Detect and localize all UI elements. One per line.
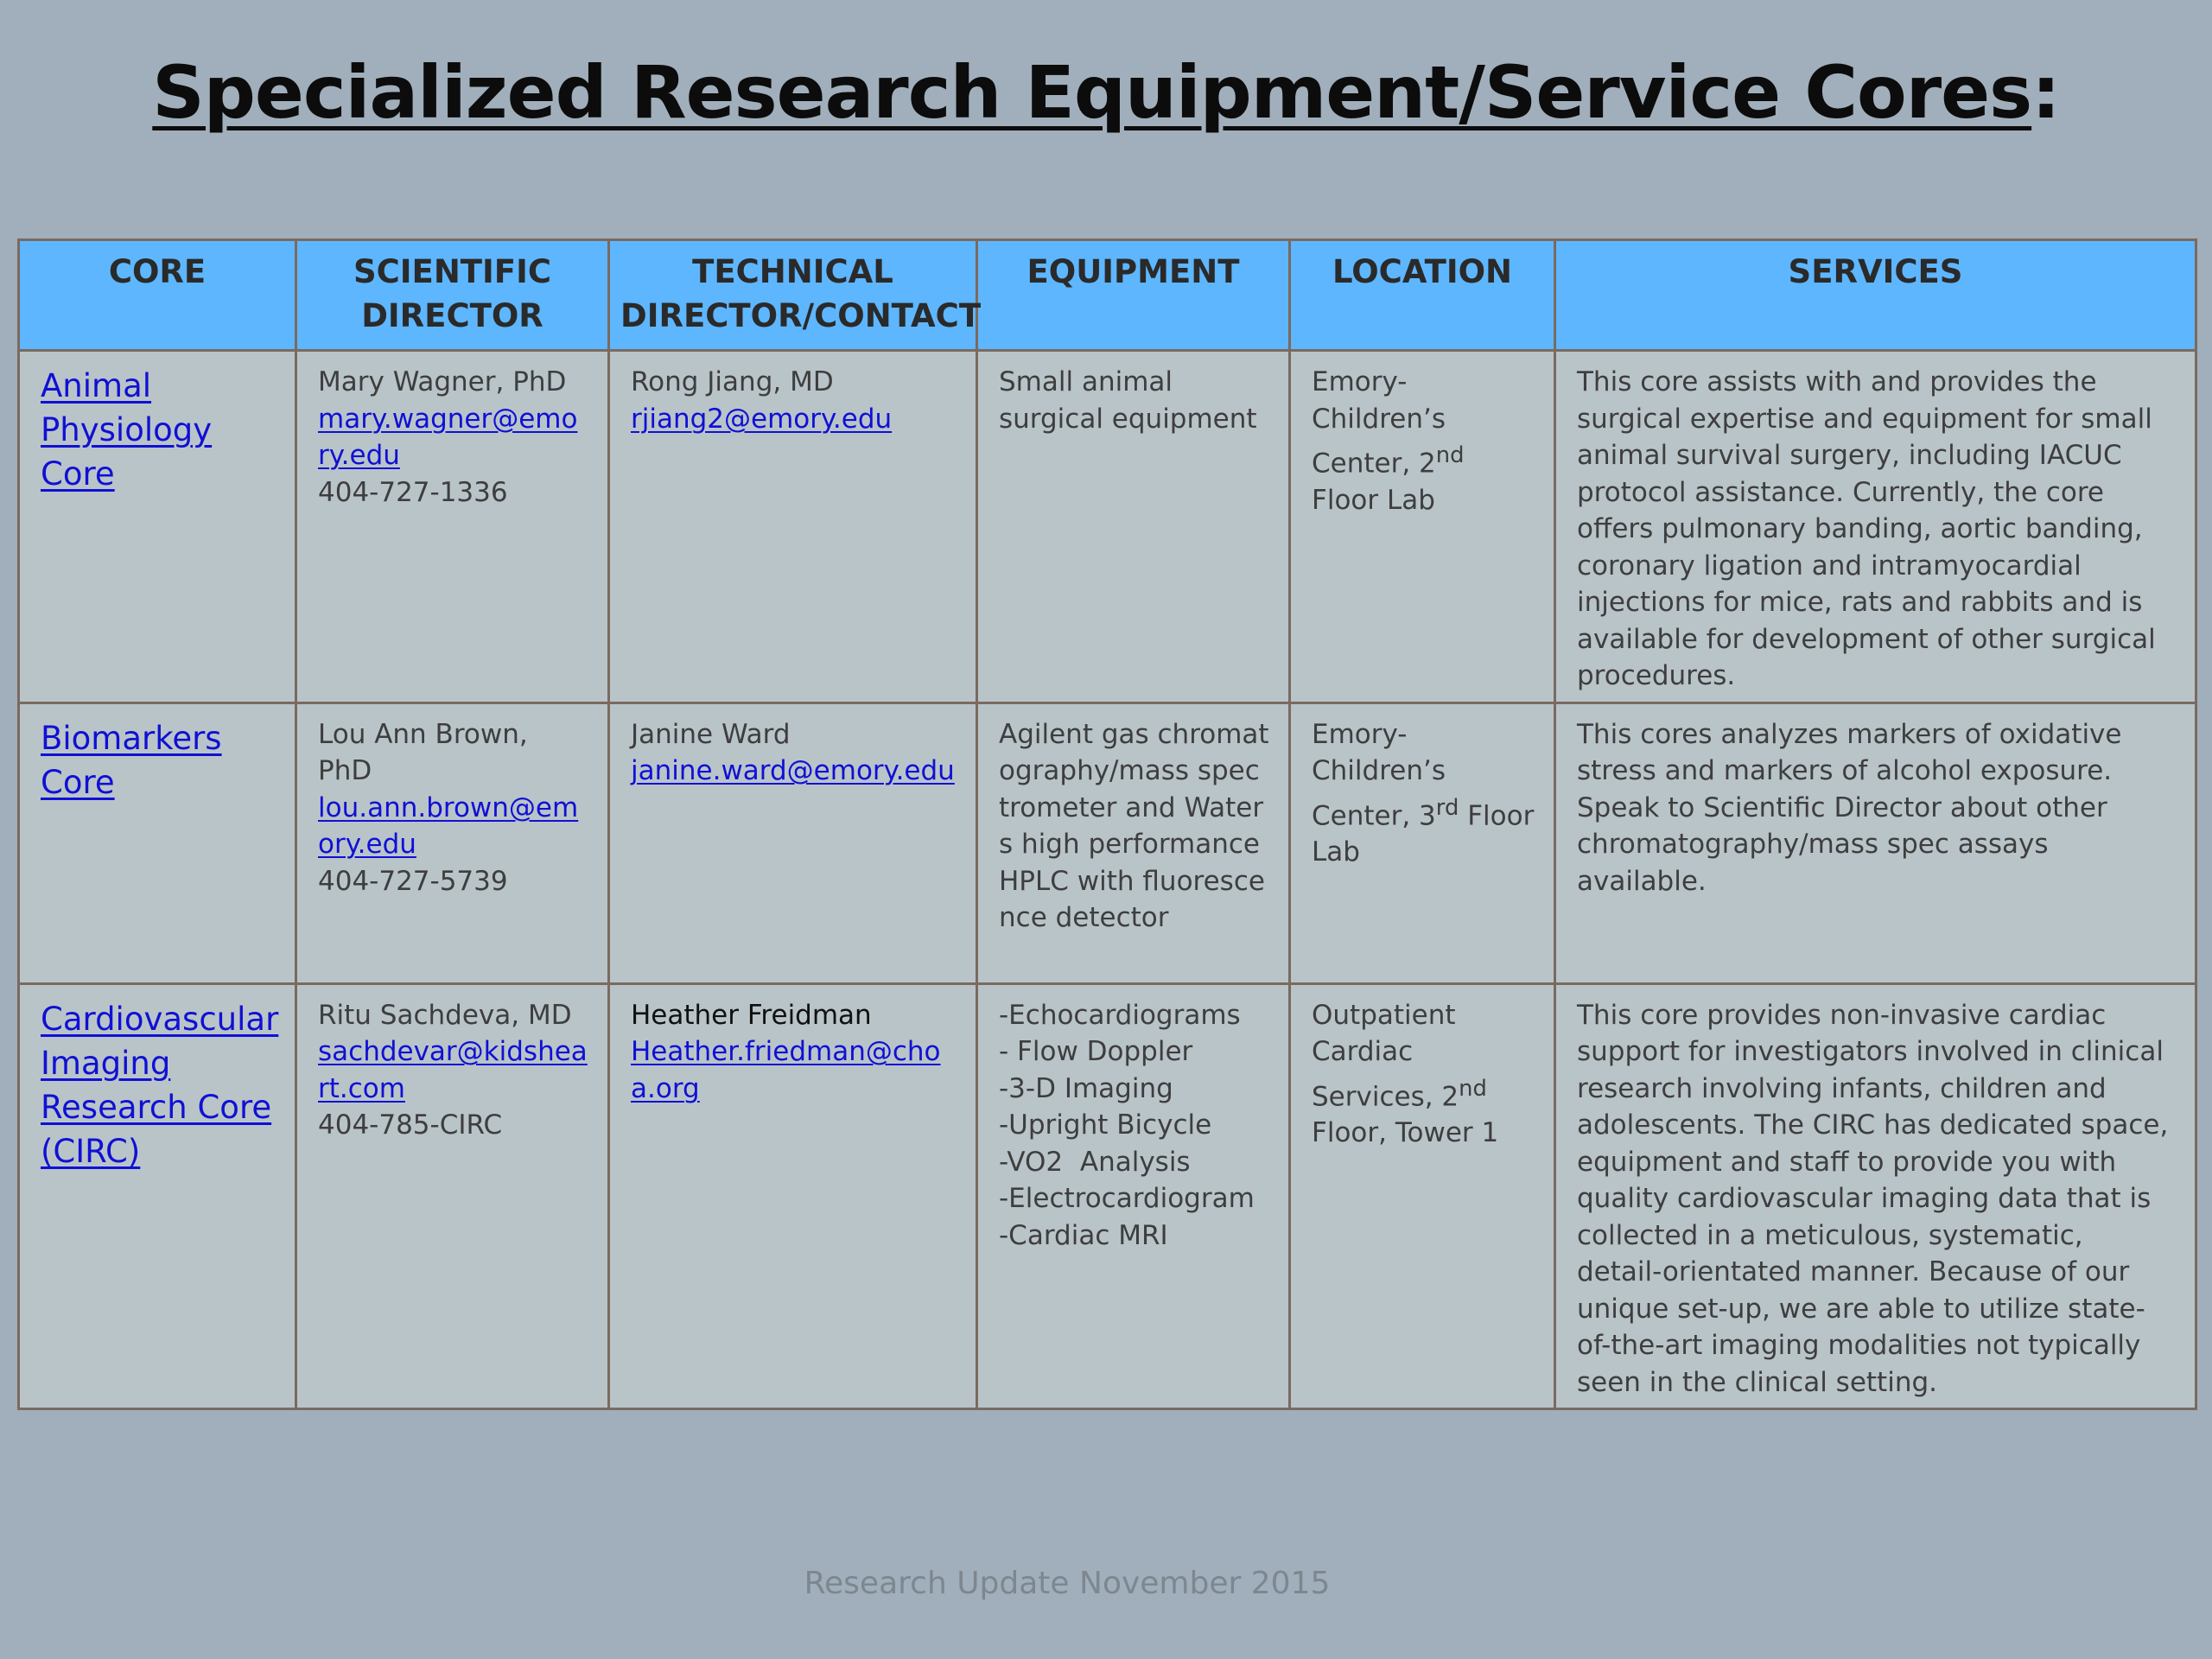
scientific-director-cell [296, 351, 609, 703]
scientific-director-phone: 404-727-1336 [318, 476, 508, 508]
location-text-end: Floor, Tower 1 [1312, 1117, 1499, 1149]
scientific-director-name: Ritu Sachdeva, MD [318, 999, 572, 1031]
table-row [19, 702, 2196, 983]
location-superscript: nd [1435, 442, 1465, 468]
equipment-item: Small animal surgical equipment [999, 366, 1257, 435]
cores-table [17, 238, 2197, 1410]
core-cell [19, 983, 296, 1409]
header-scientific-director: SCIENTIFIC DIRECTOR [296, 240, 609, 351]
equipment-item: -Echocardiograms [999, 999, 1241, 1031]
services-cell: This core assists with and provides the surgical expertise and equipment for small animal survival surgery, including IACUC protocol assistance. Currently, the core offers pulmonary banding, aortic banding, coronary ligation and intramyocardial injections for mice, rats and rabbits and is available for development of other surgical procedures. [1555, 351, 2196, 703]
page-title [0, 50, 2212, 135]
table-row [19, 351, 2196, 703]
footer-text: Research Update November 2015 [804, 1566, 1331, 1601]
technical-director-email-link[interactable]: janine.ward@emory.edu [631, 755, 955, 786]
core-link-animal-physiology[interactable]: Animal Physiology Core [41, 367, 213, 493]
scientific-director-phone: 404-727-5739 [318, 865, 508, 897]
technical-director-cell [609, 351, 977, 703]
equipment-item: -Cardiac MRI [999, 1219, 1168, 1251]
technical-director-cell [609, 983, 977, 1409]
scientific-director-email-link[interactable]: lou.ann.brown@emory.edu [318, 791, 579, 860]
services-cell: This core provides non-invasive cardiac support for investigators involved in clinical research involving infants, children and adolescents. The CIRC has dedicated space, equipment and staff to provide you with quality cardiovascular imaging data that is collected in a meticulous, systematic, detail-orientated manner. Because of our unique set-up, we are able to utilize state-of-the-art imaging modalities not typically seen in the clinical setting. [1555, 983, 2196, 1409]
core-link-cardiovascular-imaging[interactable]: Cardiovascular Imaging Research Core (CIRC) [41, 1000, 279, 1170]
header-location: LOCATION [1290, 240, 1555, 351]
equipment-item: -VO2 Analysis [999, 1146, 1191, 1178]
technical-director-email-link[interactable]: Heather.friedman@choa.org [631, 1036, 941, 1104]
equipment-item: -Upright Bicycle [999, 1109, 1212, 1141]
equipment-item: - Flow Doppler [999, 1036, 1193, 1067]
location-text: Emory-Children’s Center, 2 [1312, 366, 1446, 480]
core-cell [19, 702, 296, 983]
scientific-director-email-link[interactable]: sachdevar@kidsheart.com [318, 1036, 588, 1104]
location-cell [1290, 983, 1555, 1409]
technical-director-email-link[interactable]: rjiang2@emory.edu [631, 403, 893, 435]
equipment-cell [977, 983, 1290, 1409]
equipment-cell [977, 702, 1290, 983]
location-text-end: Floor Lab [1312, 484, 1435, 516]
technical-director-name: Janine Ward [631, 718, 791, 750]
equipment-cell [977, 351, 1290, 703]
core-cell [19, 351, 296, 703]
header-core: CORE [19, 240, 296, 351]
services-cell: This cores analyzes markers of oxidative stress and markers of alcohol exposure. Speak to Scientific Director about other chromatography/mass spec assays available. [1555, 702, 2196, 983]
location-cell [1290, 351, 1555, 703]
scientific-director-cell [296, 983, 609, 1409]
core-link-biomarkers[interactable]: Biomarkers Core [41, 719, 222, 801]
equipment-item: -Electrocardiogram [999, 1183, 1255, 1214]
location-text: Emory-Children’s Center, 3 [1312, 718, 1446, 831]
header-technical-director: TECHNICAL DIRECTOR/CONTACT [609, 240, 977, 351]
location-superscript: nd [1459, 1075, 1487, 1102]
technical-director-name: Rong Jiang, MD [631, 366, 834, 397]
scientific-director-phone: 404-785-CIRC [318, 1109, 503, 1141]
equipment-item: -3-D Imaging [999, 1072, 1173, 1104]
equipment-item: Agilent gas chromatography/mass spectrometer and Waters high performance HPLC with fluorescence detector [999, 718, 1269, 933]
header-services: SERVICES [1555, 240, 2196, 351]
header-equipment: EQUIPMENT [977, 240, 1290, 351]
scientific-director-name: Mary Wagner, PhD [318, 366, 567, 397]
page-title-colon: : [2031, 50, 2060, 135]
table-row [19, 983, 2196, 1409]
scientific-director-name: Lou Ann Brown, PhD [318, 718, 528, 786]
location-superscript: rd [1435, 794, 1459, 821]
scientific-director-cell [296, 702, 609, 983]
table-header-row [19, 240, 2196, 351]
technical-director-name: Heather Freidman [631, 999, 872, 1031]
technical-director-cell [609, 702, 977, 983]
location-cell [1290, 702, 1555, 983]
scientific-director-email-link[interactable]: mary.wagner@emory.edu [318, 403, 578, 471]
location-text: Outpatient Cardiac Services, 2 [1312, 999, 1459, 1112]
location-text-end: Floor Lab [1312, 799, 1535, 868]
page-title-text: Specialized Research Equipment/Service Cores [152, 50, 2032, 135]
